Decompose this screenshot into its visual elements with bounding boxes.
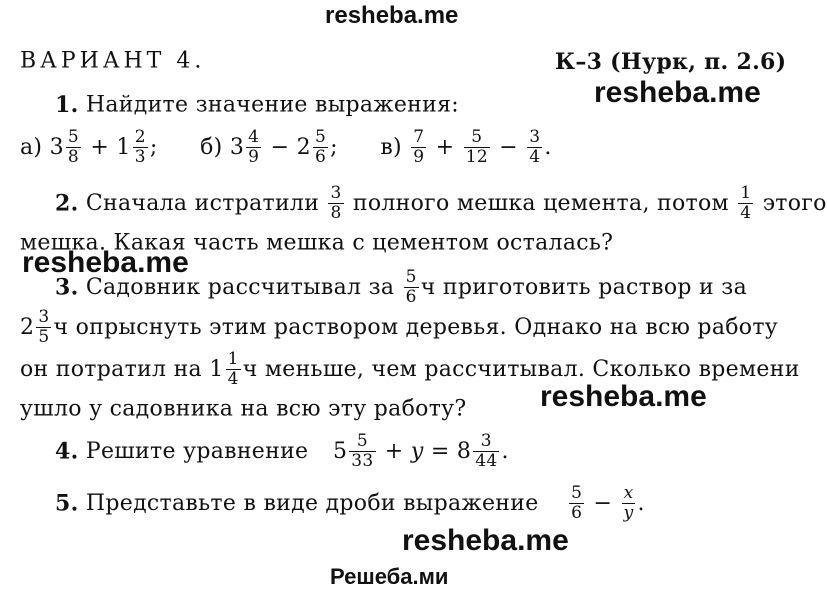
task1-a-label: а) [20, 135, 43, 160]
task1-b-whole1: 3 [229, 135, 245, 160]
denominator: y [623, 503, 634, 523]
task4-whole2: 8 [456, 439, 472, 464]
task1-a-whole1: 3 [49, 135, 64, 160]
task1-b-end: ; [330, 135, 338, 160]
task5-text: Представьте в виде дроби выражение [85, 491, 539, 516]
task2-line2-text: мешка. Какая часть мешка с цементом осталась? [20, 230, 614, 256]
task4-frac2 [473, 432, 499, 471]
numerator: 4 [248, 127, 260, 147]
numerator: x [623, 483, 634, 503]
task5-minus: − [593, 491, 613, 516]
task1-c-frac1 [411, 128, 426, 167]
task1-a-whole2: 1 [116, 135, 131, 160]
task3-line4-text: ушло у садовника на всю эту работу? [20, 396, 467, 422]
numerator: 3 [330, 183, 342, 203]
task1-b-label: б) [200, 135, 223, 160]
task1-a-frac1 [66, 128, 81, 167]
watermark-right-1: resheba.me [594, 76, 761, 109]
numerator: 5 [571, 483, 583, 503]
watermark-left-1: resheba.me [22, 246, 189, 279]
denominator: 33 [351, 451, 374, 471]
numerator: 3 [529, 127, 541, 147]
task1-a-op: + [90, 135, 110, 160]
task2-frac2 [738, 184, 753, 223]
task3-line4 [20, 396, 467, 422]
task1-b-frac2 [313, 128, 328, 167]
denominator: 6 [571, 503, 583, 523]
task3-number: 3. [55, 274, 79, 301]
task2-line1 [55, 184, 827, 223]
task1-text: Найдите значение выражения: [85, 92, 459, 118]
denominator: 9 [248, 147, 260, 167]
denominator: 3 [134, 147, 146, 167]
numerator: 5 [405, 267, 417, 287]
variant-heading [20, 48, 205, 74]
task3-frac2 [36, 308, 51, 347]
task3-line1 [55, 268, 747, 307]
task4-plus: + [384, 439, 404, 464]
watermark-right-2: resheba.me [540, 380, 707, 413]
numerator: 5 [314, 127, 327, 147]
denominator: 8 [330, 203, 342, 223]
task1-c-op1: + [435, 135, 455, 160]
denominator: 6 [405, 287, 417, 307]
task5-line [55, 484, 645, 523]
denominator: 4 [740, 203, 752, 223]
task4-equals: = [430, 439, 450, 464]
task3-frac1 [404, 268, 419, 307]
task5-end: . [637, 491, 645, 516]
task1-b-whole2: 2 [296, 135, 311, 160]
task1-c-frac3 [527, 128, 542, 167]
task4-whole1: 5 [332, 439, 348, 464]
numerator: 3 [38, 307, 50, 327]
test-heading [555, 48, 786, 75]
task4-variable-y: y [410, 439, 424, 464]
task4-text: Решите уравнение [85, 439, 309, 464]
task1-c-label: в) [380, 135, 402, 160]
task5-number: 5. [55, 490, 79, 517]
denominator: 4 [227, 369, 239, 389]
task3-frac3 [226, 350, 241, 389]
denominator: 5 [38, 327, 50, 347]
task4-line [55, 432, 509, 471]
task3-whole3: 1 [209, 357, 224, 382]
task1-c-op2: − [499, 135, 518, 160]
task5-frac2 [622, 484, 636, 523]
denominator: 44 [475, 451, 498, 471]
task3-whole2: 2 [20, 315, 35, 340]
task4-end: . [501, 439, 509, 464]
task3-text5: ч меньше, чем рассчитывал. Сколько времени [242, 357, 800, 382]
denominator: 8 [67, 147, 80, 167]
watermark-top: resheba.me [325, 2, 459, 29]
task3-text1: Садовник рассчитывал за [85, 275, 395, 300]
task2-line2 [20, 230, 613, 256]
task1-b-frac1 [246, 128, 261, 167]
task4-frac1 [349, 432, 375, 471]
numerator: 5 [67, 127, 80, 147]
numerator: 1 [740, 183, 752, 203]
task3-text3: ч опрыснуть этим раствором деревья. Однако на всю работу [53, 315, 779, 340]
numerator: 5 [356, 431, 368, 451]
task3-text2: ч приготовить раствор и за [420, 275, 748, 300]
task4-number: 4. [55, 438, 79, 465]
task2-text2: полного мешка цемента, потом [352, 191, 729, 216]
denominator: 12 [465, 147, 488, 167]
task3-line2 [20, 308, 778, 347]
task2-number: 2. [55, 190, 79, 217]
task1-c-frac2 [464, 128, 490, 167]
variant-text: ВАРИАНТ 4. [20, 48, 206, 74]
task3-line3 [20, 350, 800, 389]
denominator: 6 [314, 147, 327, 167]
task5-frac1 [569, 484, 584, 523]
numerator: 3 [480, 431, 492, 451]
task1-c-end: . [544, 135, 552, 160]
task1-a-end: ; [149, 135, 158, 160]
numerator: 1 [227, 349, 239, 369]
test-text: К–3 (Нурк, п. 2.6) [555, 49, 787, 75]
task2-text1: Сначала истратили [85, 191, 320, 216]
task1-expressions [20, 128, 552, 167]
task1-number: 1. [55, 92, 79, 118]
watermark-footer: Решеба.ми [330, 564, 449, 589]
watermark-bottom-1: resheba.me [402, 524, 569, 557]
task2-frac1 [328, 184, 343, 223]
numerator: 5 [471, 127, 483, 147]
denominator: 9 [413, 147, 425, 167]
denominator: 4 [529, 147, 541, 167]
task3-text4: он потратил на [20, 357, 202, 382]
numerator: 2 [134, 127, 146, 147]
task1-line1 [55, 92, 459, 118]
task1-b-op: − [270, 135, 290, 160]
numerator: 7 [413, 127, 425, 147]
task2-text3: этого [762, 191, 827, 216]
task1-a-frac2 [133, 128, 148, 167]
